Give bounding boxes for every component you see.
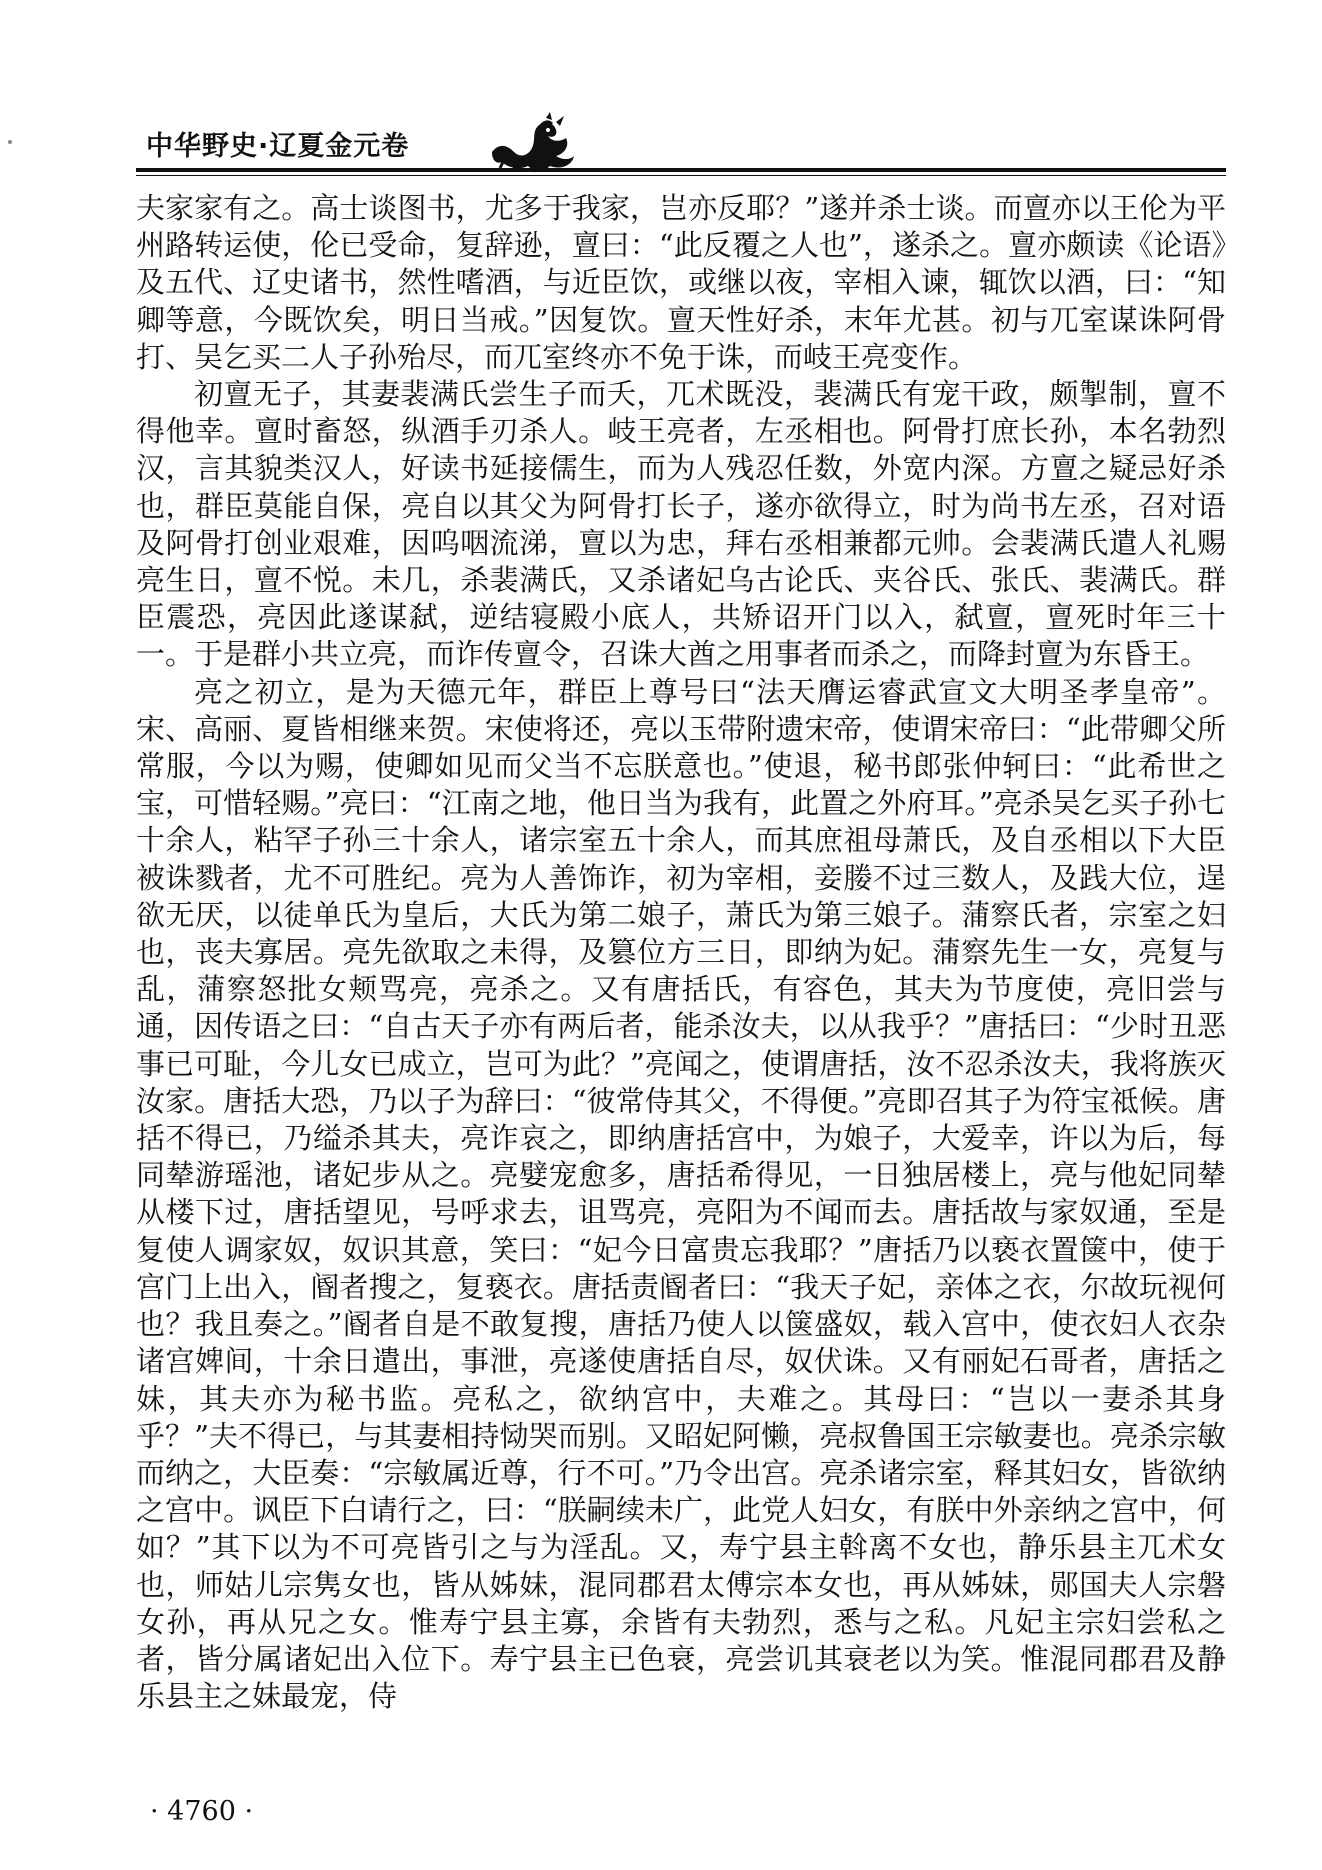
page-number: · 4760 · — [150, 1796, 254, 1827]
dragon-icon — [486, 112, 578, 174]
header-rule-thick — [136, 168, 1226, 172]
book-title: 中华野史·辽夏金元卷 — [146, 131, 410, 162]
paragraph-2: 初亶无子，其妻裴满氏尝生子而夭，兀术既没，裴满氏有宠干政，颇掣制，亶不得他幸。亶时畜怒，纵酒手刃杀人。岐王亮者，左丞相也。阿骨打庶长孙，本名勃烈汉，言其貌类汉人，好读书延接儒生，而为人残忍任数，外宽内深。方亶之疑忌好杀也，群臣莫能自保，亮自以其父为阿骨打长子，遂亦欲得立，时为尚书左丞，召对语及阿骨打创业艰难，因呜咽流涕，亶以为忠，拜右丞相兼都元帅。会裴满氏遣人礼赐亮生日，亶不悦。未几，杀裴满氏，又杀诸妃乌古论氏、夹谷氏、张氏、裴满氏。群臣震恐，亮因此遂谋弑，逆结寝殿小底人，共矫诏开门以入，弑亶，亶死时年三十一。于是群小共立亮，而诈传亶令，召诛大酋之用事者而杀之，而降封亶为东昏王。 — [136, 377, 1226, 672]
scan-speck — [8, 140, 12, 144]
paragraph-3: 亮之初立，是为天德元年，群臣上尊号曰“法天膺运睿武宣文大明圣孝皇帝”。宋、高丽、夏皆相继来贺。宋使将还，亮以玉带附遗宋帝，使谓宋帝曰：“此带卿父所常服，今以为赐，使卿如见而父当不忘朕意也。”使退，秘书郎张仲轲曰：“此希世之宝，可惜轻赐。”亮曰：“江南之地，他日当为我有，此置之外府耳。”亮杀吴乞买子孙七十余人，粘罕子孙三十余人，诸宗室五十余人，而其庶祖母萧氏，及自丞相以下大臣被诛戮者，尤不可胜纪。亮为人善饰诈，初为宰相，妾媵不过三数人，及践大位，逞欲无厌，以徒单氏为皇后，大氏为第二娘子，萧氏为第三娘子。蒲察氏者，宗室之妇也，丧夫寡居。亮先欲取之未得，及篡位方三日，即纳为妃。蒲察先生一女，亮复与乱，蒲察怒批女颊骂亮，亮杀之。又有唐括氏，有容色，其夫为节度使，亮旧尝与通，因传语之曰：“自古天子亦有两后者，能杀汝夫，以从我乎？”唐括曰：“少时丑恶事已可耻，今儿女已成立，岂可为此？”亮闻之，使谓唐括，汝不忍杀汝夫，我将族灭汝家。唐括大恐，乃以子为辞曰：“彼常侍其父，不得便。”亮即召其子为符宝祗候。唐括不得已，乃缢杀其夫，亮诈哀之，即纳唐括宫中，为娘子，大爱幸，许以为后，每同辇游瑶池，诸妃步从之。亮嬖宠愈多，唐括希得见，一日独居楼上，亮与他妃同辇从楼下过，唐括望见，号呼求去，诅骂亮，亮阳为不闻而去。唐括故与家奴通，至是复使人调家奴，奴识其意，笑曰：“妃今日富贵忘我耶？”唐括乃以亵衣置箧中，使于宫门上出入，阍者搜之，复亵衣。唐括责阍者曰：“我天子妃，亲体之衣，尔故玩视何也？我且奏之。”阍者自是不敢复搜，唐括乃使人以箧盛奴，载入宫中，使衣妇人衣杂诸宫婢间，十余日遣出，事泄，亮遂使唐括自尽，奴伏诛。又有丽妃石哥者，唐括之妹，其夫亦为秘书监。亮私之，欲纳宫中，夫难之。其母曰：“岂以一妻杀其身乎？”夫不得已，与其妻相持恸哭而别。又昭妃阿懒，亮叔鲁国王宗敏妻也。亮杀宗敏而纳之，大臣奏：“宗敏属近尊，行不可。”乃令出宫。亮杀诸宗室，释其妇女，皆欲纳之宫中。讽臣下白请行之，曰：“朕嗣续未广，此党人妇女，有朕中外亲纳之宫中，何如？”其下以为不可亮皆引之与为淫乱。又，寿宁县主斡离不女也，静乐县主兀术女也，师姑儿宗隽女也，皆从姊妹，混同郡君太傅宗本女也，再从姊妹，郧国夫人宗磐女孙，再从兄之女。惟寿宁县主寡，余皆有夫勃烈，悉与之私。凡妃主宗妇尝私之者，皆分属诸妃出入位下。寿宁县主已色衰，亮尝讥其衰老以为笑。惟混同郡君及静乐县主之妹最宠，侍 — [136, 674, 1226, 1714]
paragraph-1: 夫家家有之。高士谈图书，尤多于我家，岂亦反耶？”遂并杀士谈。而亶亦以王伦为平州路转运使，伦已受命，复辞逊，亶曰：“此反覆之人也”，遂杀之。亶亦颇读《论语》及五代、辽史诸书，然性嗜酒，与近臣饮，或继以夜，宰相入谏，辄饮以酒，曰：“知卿等意，今既饮矣，明日当戒。”因复饮。亶天性好杀，末年尤甚。初与兀室谋诛阿骨打、吴乞买二人子孙殆尽，而兀室终亦不免于诛，而岐王亮变作。 — [136, 191, 1226, 374]
body-text — [136, 190, 1226, 1715]
header-rule-thin — [136, 175, 1226, 176]
